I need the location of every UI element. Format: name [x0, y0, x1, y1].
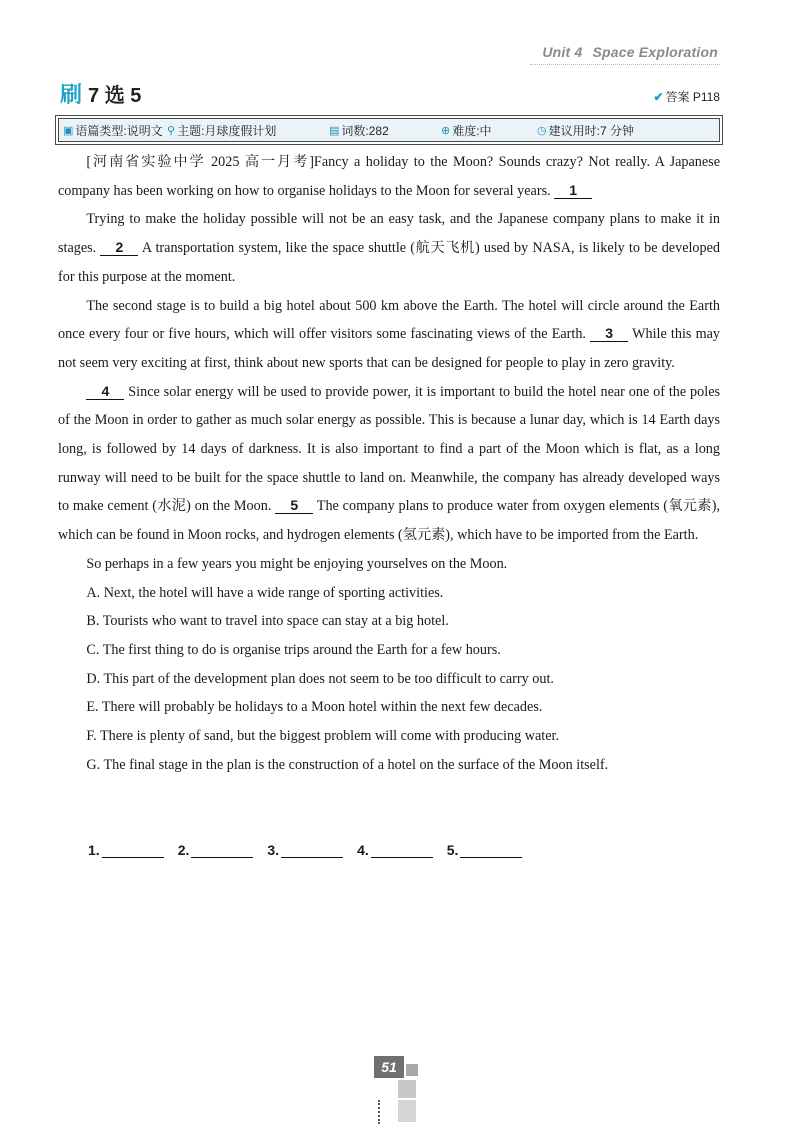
options-list	[58, 579, 720, 780]
answer-line	[88, 842, 536, 858]
answer-3-label: 3.	[267, 842, 280, 858]
option-c: C. The first thing to do is organise trips around the Earth for a few hours.	[86, 641, 501, 658]
running-head	[542, 44, 718, 60]
answer-3-blank[interactable]	[281, 843, 343, 858]
page-number: 51	[374, 1056, 404, 1078]
answer-5-blank[interactable]	[460, 843, 522, 858]
answer-reference	[653, 88, 720, 105]
document-icon: ▣	[63, 124, 74, 137]
paragraph-2-text-b: A transportation system, like the space shuttle (航天飞机) used by NASA, is likely to be developed for this purpose at the moment.	[58, 240, 721, 285]
difficulty-info	[441, 122, 537, 139]
paragraph-3-text-b: While this may not seem very exciting at first, think about new sports that can be designed for people to play in zero gravity.	[58, 326, 721, 371]
genre-info	[63, 122, 167, 139]
blank-4[interactable]: 4	[86, 384, 124, 400]
unit-label: Unit 4	[542, 44, 583, 60]
info-bar	[58, 118, 720, 142]
blank-2[interactable]: 2	[100, 240, 138, 256]
passage	[58, 148, 720, 779]
answer-1[interactable]	[88, 842, 164, 858]
option-b: B. Tourists who want to travel into space can stay at a big hotel.	[86, 613, 449, 630]
answer-5[interactable]	[447, 842, 523, 858]
time-info	[537, 122, 667, 139]
page-decoration	[398, 1080, 416, 1098]
option-e: E. There will probably be holidays to a Moon hotel within the next few decades.	[86, 699, 543, 716]
difficulty-icon: ⊕	[441, 124, 451, 137]
answer-1-blank[interactable]	[102, 843, 164, 858]
clock-icon: ◷	[537, 124, 547, 137]
answer-4[interactable]	[357, 842, 433, 858]
paragraph-1-text: [河南省实验中学 2025 高一月考]Fancy a holiday to the Moon? Sounds crazy? Not really. A Japanese company has been working on how to organise holidays to the Moon for several years.	[58, 154, 720, 199]
word-count-text: 词数:282	[341, 123, 389, 138]
answer-5-label: 5.	[446, 842, 459, 858]
option-a: A. Next, the hotel will have a wide range of sporting activities.	[86, 584, 444, 601]
paragraph-4	[58, 378, 720, 550]
paragraph-4-text-b: The company plans to produce water from oxygen elements (氧元素), which can be found in Moon rocks, and hydrogen elements (氢元素), which have to be imported from the Earth.	[58, 498, 721, 544]
unit-topic: Space Exploration	[592, 44, 718, 60]
theme-text: 主题:月球度假计划	[177, 123, 277, 138]
answer-ref-text: 答案 P118	[665, 90, 720, 104]
blank-1[interactable]: 1	[554, 183, 592, 199]
time-text: 建议用时:7 分钟	[548, 123, 634, 138]
answer-4-blank[interactable]	[371, 843, 433, 858]
section-title	[60, 78, 141, 109]
header-rule	[530, 64, 720, 65]
option-d: D. This part of the development plan does not seem to be too difficult to carry out.	[86, 670, 554, 687]
difficulty-text: 难度:中	[452, 123, 492, 138]
paragraph-2	[58, 205, 720, 291]
theme-info	[167, 122, 329, 139]
blank-5[interactable]: 5	[275, 498, 313, 514]
answer-3[interactable]	[267, 842, 343, 858]
answer-1-label: 1.	[88, 842, 100, 858]
brand-mark: 刷	[60, 82, 83, 107]
paragraph-2-text-a: Trying to make the holiday possible will not be an easy task, and the Japanese company plans to make it in stages.	[58, 211, 720, 257]
option-g: G. The final stage in the plan is the construction of a hotel on the surface of the Moon itself.	[86, 756, 609, 773]
word-count-info	[329, 122, 441, 139]
option-f: F. There is plenty of sand, but the biggest problem will come with producing water.	[86, 728, 560, 745]
paragraph-5: So perhaps in a few years you might be enjoying yourselves on the Moon.	[86, 555, 508, 572]
paragraph-1	[58, 148, 720, 205]
page-decoration-dots	[378, 1100, 382, 1124]
word-count-icon: ▤	[329, 124, 340, 137]
answer-2-label: 2.	[177, 842, 190, 858]
paragraph-4-text-a: Since solar energy will be used to provide power, it is important to build the hotel near one of the poles of the Moon in order to gather as much solar energy as possible. This is because a lunar day, which is 14 Earth days long, is followed by 14 days of darkness. It is also important to find a part of the Moon which is flat, as a long runway will need to be built for the space shuttle to land on. Meanwhile, the company has already developed ways to make cement (水泥) on the Moon.	[58, 383, 721, 515]
answer-4-label: 4.	[357, 842, 369, 858]
check-icon: ✔	[653, 90, 664, 104]
section-title-text: 7 选 5	[88, 85, 142, 107]
page-decoration	[406, 1064, 418, 1076]
blank-3[interactable]: 3	[590, 326, 628, 342]
genre-text: 语篇类型:说明文	[75, 123, 163, 138]
magnifier-icon: ⚲	[167, 124, 176, 137]
answer-2-blank[interactable]	[191, 843, 253, 858]
answer-2[interactable]	[178, 842, 254, 858]
page-decoration	[398, 1100, 416, 1122]
paragraph-3	[58, 292, 720, 378]
paragraph-3-text-a: The second stage is to build a big hotel about 500 km above the Earth. The hotel will circle around the Earth once every four or five hours, which will offer visitors some fascinating views of the Earth.	[58, 297, 720, 343]
